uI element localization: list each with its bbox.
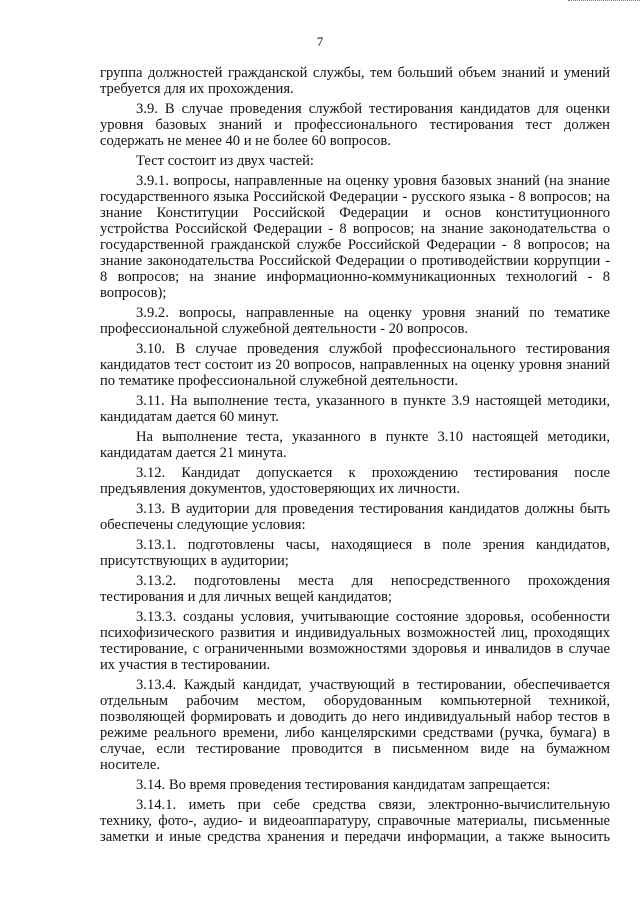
paragraph-3-9-2: 3.9.2. вопросы, направленные на оценку уровня знаний по тематике профессиональной служебной деятельности - 20 вопросов.: [100, 305, 610, 337]
paragraph-3-11: 3.11. На выполнение теста, указанного в пункте 3.9 настоящей методики, кандидатам дается 60 минут.: [100, 393, 610, 425]
paragraph-3-14-1: 3.14.1. иметь при себе средства связи, электронно-вычислительную технику, фото-, аудио- и видеоаппаратуру, справочные материалы, письменные заметки и иные средства хранения и передачи информации, а также выносить: [100, 797, 610, 845]
paragraph-3-13-4: 3.13.4. Каждый кандидат, участвующий в тестировании, обеспечивается отдельным рабочим местом, оборудованным компьютерной техникой, позволяющей формировать и доводить до него индивидуальный набор тестов в режиме реального времени, либо канцелярскими средствами (ручка, бумага) в случае, если тестирование проводится в письменном виде на бумажном носителе.: [100, 677, 610, 773]
document-body: [100, 65, 610, 849]
paragraph-3-9: 3.9. В случае проведения службой тестирования кандидатов для оценки уровня базовых знаний и профессионального тестирования тест должен содержать не менее 40 и не более 60 вопросов.: [100, 101, 610, 149]
page-number: 7: [316, 34, 324, 49]
paragraph-continuation: группа должностей гражданской службы, тем больший объем знаний и умений требуется для их прохождения.: [100, 65, 610, 97]
paragraph-3-13-2: 3.13.2. подготовлены места для непосредственного прохождения тестирования и для личных вещей кандидатов;: [100, 573, 610, 605]
paragraph-test-parts: Тест состоит из двух частей:: [136, 153, 314, 169]
paragraph-3-12: 3.12. Кандидат допускается к прохождению тестирования после предъявления документов, удостоверяющих их личности.: [100, 465, 610, 497]
paragraph-3-13: 3.13. В аудитории для проведения тестирования кандидатов должны быть обеспечены следующие условия:: [100, 501, 610, 533]
paragraph-3-11-second: На выполнение теста, указанного в пункте 3.10 настоящей методики, кандидатам дается 21 минута.: [100, 429, 610, 461]
scan-corner-mark: [568, 0, 640, 5]
paragraph-3-14: 3.14. Во время проведения тестирования кандидатам запрещается:: [136, 777, 551, 793]
paragraph-3-13-1: 3.13.1. подготовлены часы, находящиеся в поле зрения кандидатов, присутствующих в аудитории;: [100, 537, 610, 569]
paragraph-3-13-3: 3.13.3. созданы условия, учитывающие состояние здоровья, особенности психофизического развития и индивидуальных возможностей лиц, проходящих тестирование, с ограниченными возможностями здоровья и инвалидов в случае их участия в тестировании.: [100, 609, 610, 673]
paragraph-3-9-1: 3.9.1. вопросы, направленные на оценку уровня базовых знаний (на знание государственного языка Российской Федерации - русского языка - 8 вопросов; на знание Конституции Российской Федерации и основ конституционного устройства Российской Федерации - 8 вопросов; на знание законодательства о государственной гражданской службе Российской Федерации - 8 вопросов; на знание законодательства Российской Федерации о противодействии коррупции - 8 вопросов; на знание информационно-коммуникационных технологий - 8 вопросов);: [100, 173, 610, 301]
paragraph-3-10: 3.10. В случае проведения службой профессионального тестирования кандидатов тест состоит из 20 вопросов, направленных на оценку уровня знаний по тематике профессиональной служебной деятельности.: [100, 341, 610, 389]
